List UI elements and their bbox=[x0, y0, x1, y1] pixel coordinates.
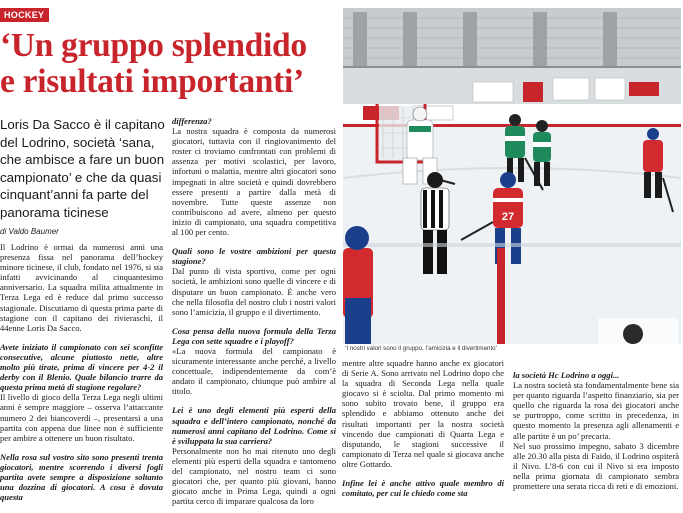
answer-5-end: mentre altre squadre hanno anche ex giocatori di Serie A. Sono arrivato nel Lodrino dopo che la squadra di Seconda Lega nella quale giocavo si è sciolta. Dal primo momento mi sono subito trovato bene, il gruppo era splendido e abbiamo ottenuto anche dei risultati importanti per la nostra società vincendo due campionati di Quarta Lega e disputando, le stagioni successive il campionato di Terza nel quale si giocava anche oltre Gottardo. bbox=[342, 358, 504, 469]
answer-6: La nostra società sta fondamentalmente bene sia per quanto riguarda l’aspetto finanziario, sia per quello che riguarda la rosa dei giocatori anche se purtroppo, come scritto in precedenza, in questo momento la presenza agli allenamenti e alle partite è un po’ precaria. bbox=[513, 380, 679, 441]
hockey-photo bbox=[343, 8, 681, 344]
lede: Loris Da Sacco è il capitano del Lodrino, società ‘sana, che ambisce a fare un buon campionato’ e che da quasi cinquant’anni fa parte del panorama ticinese bbox=[0, 117, 165, 220]
answer-7: Nel suo prossimo impegno, sabato 3 dicembre alle 20.30 alla pista di Faido, il Lodrino ospiterà il Nivo. L’8-6 con cui il Nivo si era imposto nella prima giornata di campionato sembra promettere una serata ricca di reti e di emozioni. bbox=[513, 440, 679, 492]
question-2: Nella rosa sul vostro sito sono presenti trenta giocatori, mentre scorrendo i diversi fogli partita avete sempre a disposizione soltanto una dozzina di giocatori. A cosa è dovuta questa bbox=[0, 451, 163, 503]
answer-5: Personalmente non ho mai ritenuto uno degli elementi più esperti della squadra e tantomeno del campionato, nel nostro team ci sono giocatori che, per quanto più giovani, hanno giocato anche in Prima Lega, quindi a ogni partita cerco di imparare qualcosa da loro bbox=[172, 445, 336, 507]
question-6-end: la società Hc Lodrino a oggi... bbox=[513, 370, 620, 380]
photo-caption: ‘I nostri valori sono il gruppo, l’amicizia e il divertimento’ bbox=[345, 345, 497, 352]
intro-paragraph: Il Lodrino è ormai da numerosi anni una presenza fissa nel panorama dell’hockey minore ticinese, il club, fondato nel 1976, si sta infatti avvicinando al cinquantesimo anniversario. La squadra milita attualmente in Terza Lega ed è reduce dal primo successo stagionale. Discutiamo di questa prima parte di stagione con il capitano dei rivieraschi, il 44enne Loris Da Sacco. bbox=[0, 242, 163, 333]
question-3: Quali sono le vostre ambizioni per questa stagione? bbox=[172, 246, 336, 267]
section-tag: HOCKEY bbox=[0, 8, 49, 22]
headline-line-1: ‘Un gruppo splendido bbox=[0, 27, 307, 64]
question-5: Lei è uno degli elementi più esperti della squadra e dell’intero campionato, nonché da numerosi anni capitano del Lodrino. Come si è sviluppata la sua carriera? bbox=[172, 405, 336, 446]
question-4: Cosa pensa della nuova formula della Terza Lega con sette squadre e i playoff? bbox=[172, 325, 336, 346]
answer-2: La nostra squadra è composta da numerosi giocatori, tuttavia con il ringiovanimento del roster ci troviamo confrontati con problemi di assenza per motivi scolastici, per lavoro, infortuni o malattia, mentre altri giocatori sono impegnati in altre società e quindi dovrebbero essere presenti a partire dalla metà di novembre. Tutte queste assenze non contribuiscono ad avere, almeno per questo inizio di campionato, una squadra competitiva al 100 per cento. bbox=[172, 126, 336, 238]
article-column-4 bbox=[513, 370, 679, 491]
article-column-2 bbox=[172, 116, 336, 506]
answer-3: Dal punto di vista sportivo, come per ogni società, le ambizioni sono quelle di vincere e di disputare un buon campionato. È anche vero che nella filosofia del nostro club i nostri valori sono l’amicizia, il gruppo e il divertimento. bbox=[172, 266, 336, 317]
question-2-end: differenza? bbox=[172, 116, 212, 126]
answer-4: «La nuova formula del campionato è sicuramente interessante anche perché, a livello concettuale, indipendentemente da com’è andato il campionato, chiunque può ambire al titolo. bbox=[172, 345, 336, 397]
answer-1: Il livello di gioco della Terza Lega negli ultimi anni è sempre maggiore – osserva l’attaccante numero 2 dei biancoverdi –, presentarsi a una partita con appena due linee non è sufficiente per ambire a ottenere un buon risultato. bbox=[0, 392, 163, 443]
article-column-3 bbox=[342, 358, 504, 498]
headline bbox=[0, 28, 338, 100]
headline-line-2: e risultati importanti’ bbox=[0, 63, 304, 100]
byline: di Valdo Baumer bbox=[0, 227, 59, 236]
jersey-number: 27 bbox=[501, 211, 515, 223]
question-1: Avete iniziato il campionato con sei sconfitte consecutive, alcune piuttosto nette, altre molto più tirate, prima di vincere per 4-2 il derby con il Blenio. Quale bilancio trarre da questa prima metà di stagione regolare? bbox=[0, 341, 163, 393]
article-column-1 bbox=[0, 242, 163, 502]
question-6: Infine lei è anche attivo quale membro di comitato, per cui le chiedo come sta bbox=[342, 478, 504, 499]
